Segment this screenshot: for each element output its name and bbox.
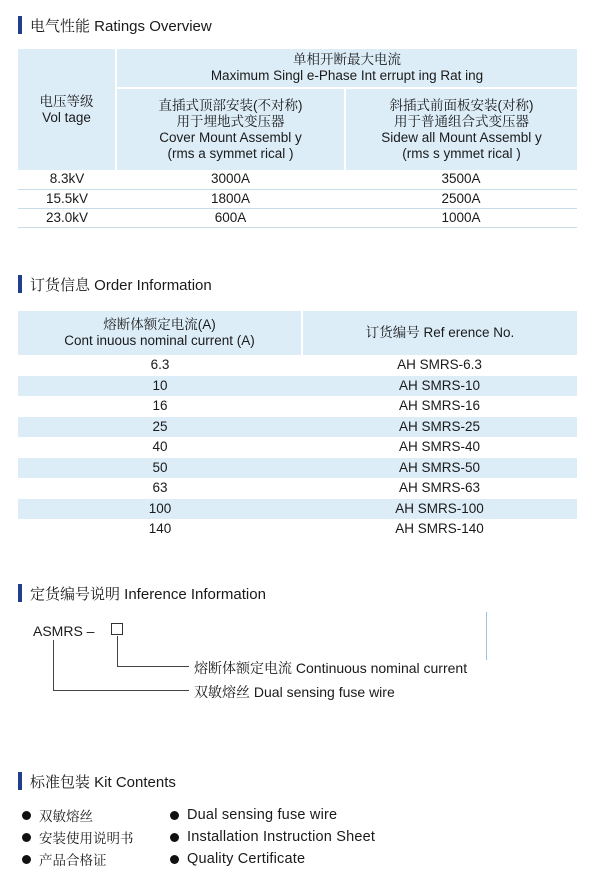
table-row: 23.0kV 600A 1000A	[18, 208, 577, 227]
kit-section-heading	[18, 771, 176, 791]
kit-item-cn: 产品合格证	[22, 849, 107, 869]
order-section-heading	[18, 274, 212, 294]
table-row: 140 AH SMRS-140	[148, 521, 484, 537]
connector-line	[53, 690, 189, 691]
kit-item-en: Quality Certificate	[170, 851, 305, 867]
connector-line	[53, 640, 54, 690]
bullet-icon	[22, 855, 31, 864]
section-marker	[18, 275, 22, 293]
cover-mount-header: 直插式顶部安装(不对称) 用于埋地式变压器 Cover Mount Assembl y (rms a symmet rical )	[116, 88, 345, 170]
fuse-wire-label: 双敏熔丝 Dual sensing fuse wire	[194, 684, 395, 700]
voltage-header: 电压等级 Vol tage	[18, 49, 116, 170]
inference-title: 定货编号说明 Inference Information	[30, 585, 266, 603]
bullet-icon	[170, 833, 179, 842]
reference-no-header: 订货编号 Ref erence No.	[302, 311, 577, 355]
bullet-icon	[170, 811, 179, 820]
table-row: 100 AH SMRS-100	[18, 499, 577, 520]
ratings-title: 电气性能 Ratings Overview	[30, 17, 212, 35]
kit-item-en: Dual sensing fuse wire	[170, 807, 337, 823]
model-code-diagram	[0, 600, 599, 710]
section-marker	[18, 16, 22, 34]
table-row: 8.3kV 3000A 3500A	[18, 170, 577, 189]
sidewall-mount-header: 斜插式前面板安装(对称) 用于普通组合式变压器 Sidew all Mount Assembl y (rms s ymmet rical )	[345, 88, 577, 170]
bullet-icon	[170, 855, 179, 864]
bullet-icon	[22, 833, 31, 842]
table-row: 40 AH SMRS-40	[152, 439, 481, 455]
nominal-current-header: 熔断体额定电流(A) Cont inuous nominal current (A)	[18, 311, 302, 355]
current-label: 熔断体额定电流 Continuous nominal current	[194, 660, 468, 676]
order-title: 订货信息 Order Information	[30, 276, 212, 294]
table-row: 63 AH SMRS-63	[152, 480, 481, 496]
current-placeholder-box	[111, 623, 123, 635]
table-row: 15.5kV 1800A 2500A	[18, 189, 577, 208]
bullet-icon	[22, 811, 31, 820]
table-row: 6.3 AH SMRS-6.3	[150, 357, 482, 373]
ratings-table	[18, 49, 577, 228]
table-row: 10 AH SMRS-10	[18, 376, 577, 397]
table-row: 50 AH SMRS-50	[18, 458, 577, 479]
ratings-section-heading	[18, 15, 212, 35]
connector-line	[117, 636, 118, 666]
kit-item-en: Installation Instruction Sheet	[170, 829, 375, 845]
table-row: 16 AH SMRS-16	[152, 398, 481, 414]
kit-item-cn: 安装使用说明书	[22, 827, 134, 847]
kit-title: 标准包装 Kit Contents	[30, 773, 176, 791]
table-row: 25 AH SMRS-25	[18, 417, 577, 438]
divider-line	[486, 612, 487, 660]
section-marker	[18, 772, 22, 790]
order-table	[18, 311, 577, 540]
max-current-header: 单相开断最大电流 Maximum Singl e-Phase Int errupt ing Rat ing	[116, 49, 577, 88]
kit-item-cn: 双敏熔丝	[22, 805, 93, 825]
connector-line	[117, 666, 189, 667]
model-code: ASMRS –	[33, 623, 95, 639]
